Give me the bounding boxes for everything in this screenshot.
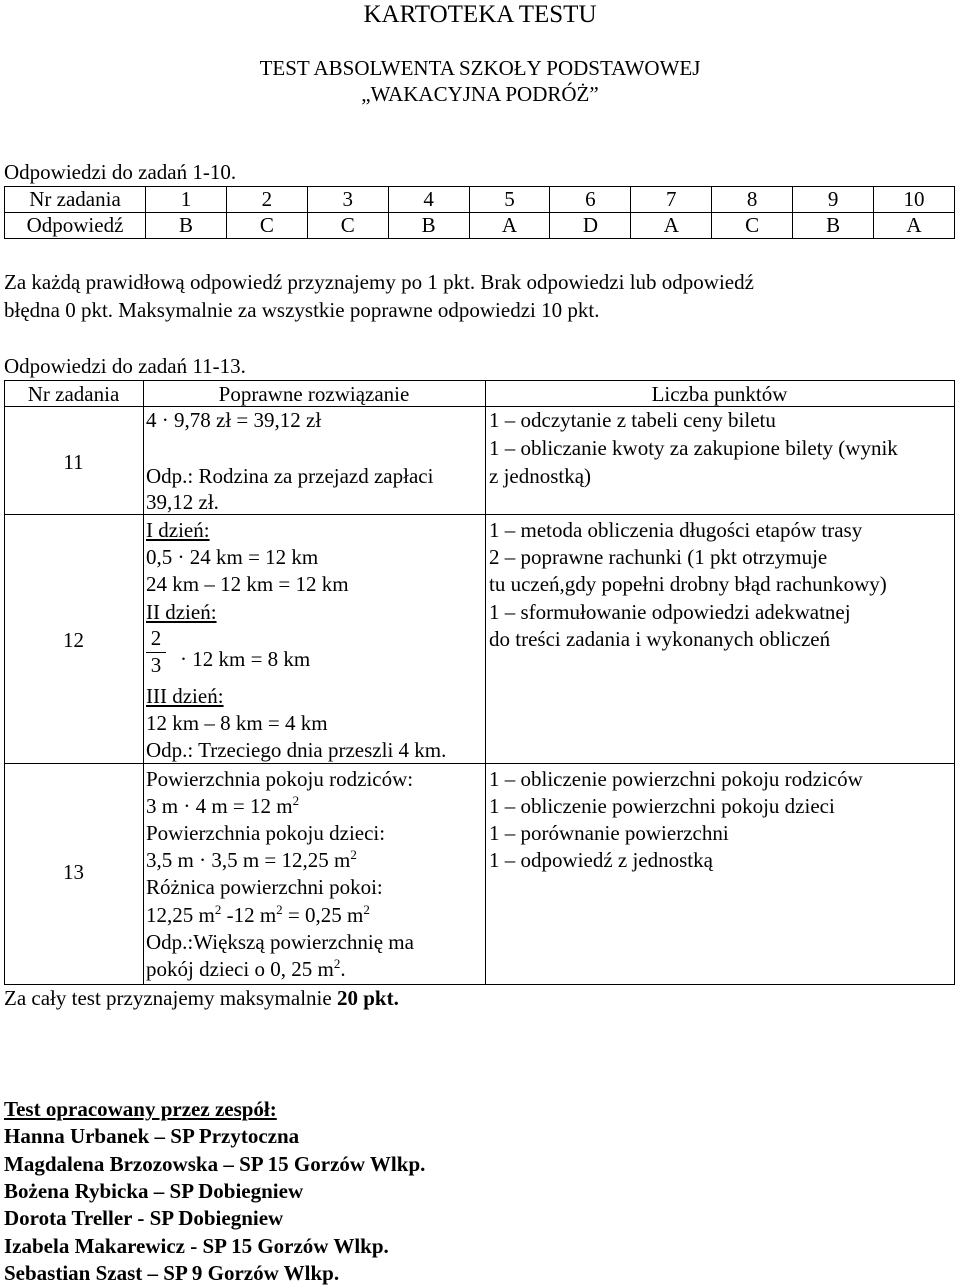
task-12-points-2: 2 – poprawne rachunki (1 pkt otrzymuje (489, 545, 828, 569)
task-12-calc3: · 12 km = 8 km (180, 647, 311, 671)
scoring-note-line1: Za każdą prawidłową odpowiedź przyznajemy po 1 pkt. Brak odpowiedzi lub odpowiedź (4, 270, 754, 294)
scoring-note-line2: błędna 0 pkt. Maksymalnie za wszystkie poprawne odpowiedzi 10 pkt. (4, 298, 600, 322)
task-13-number: 13 (63, 860, 84, 884)
team-heading: Test opracowany przez zespół: (4, 1097, 277, 1121)
answer-cell: A (469, 213, 550, 239)
task-cell: 1 (146, 187, 227, 213)
task-cell: 9 (793, 187, 874, 213)
team-member: Bożena Rybicka – SP Dobiegniew (4, 1179, 304, 1203)
table-border-bottom (4, 984, 955, 985)
answer-cell: B (146, 213, 227, 239)
task-cell: 10 (874, 187, 955, 213)
task-13-points-4: 1 – odpowiedź z jednostką (489, 848, 713, 872)
team-member: Magdalena Brzozowska – SP 15 Gorzów Wlkp. (4, 1152, 426, 1176)
table-row-divider (4, 406, 955, 407)
task-13-points-1: 1 – obliczenie powierzchni pokoju rodziców (489, 767, 863, 791)
task-13-line1: Powierzchnia pokoju rodziców: (146, 767, 414, 791)
task-12-points-4: 1 – sformułowanie odpowiedzi adekwatnej (489, 600, 851, 624)
row-label-task: Nr zadania (5, 187, 146, 213)
task-12-answer: Odp.: Trzeciego dnia przeszli 4 km. (146, 738, 447, 762)
task-12-day2: II dzień: (146, 600, 217, 624)
total-points-note: Za cały test przyznajemy maksymalnie 20 pkt. (4, 986, 399, 1010)
task-12-number: 12 (63, 628, 84, 652)
task-13-line8: pokój dzieci o 0, 25 $m^2$. (146, 956, 346, 981)
answer-cell: B (793, 213, 874, 239)
task-13-line4: 3,5 m · 3,5 m = 12,25 $m^2$ (146, 847, 357, 872)
col-header-solution: Poprawne rozwiązanie (218, 382, 410, 406)
answer-cell: C (307, 213, 388, 239)
table-border-top (4, 380, 955, 381)
task-cell: 6 (550, 187, 631, 213)
answer-cell: D (550, 213, 631, 239)
fraction-two-thirds (146, 628, 166, 676)
task-12-points-5: do treści zadania i wykonanych obliczeń (489, 627, 831, 651)
task-cell: 4 (388, 187, 469, 213)
table-border-right (954, 380, 955, 985)
fraction-denominator: 3 (146, 652, 166, 676)
test-name: TEST ABSOLWENTA SZKOŁY PODSTAWOWEJ (259, 56, 701, 80)
answer-cell: A (874, 213, 955, 239)
fraction-numerator: 2 (150, 626, 162, 650)
section2-heading: Odpowiedzi do zadań 11-13. (4, 354, 246, 378)
task-11-points-3: z jednostką) (489, 464, 592, 488)
answer-cell: B (388, 213, 469, 239)
task-12-calc2: 24 km – 12 km = 12 km (146, 572, 349, 596)
task-13-line6: 12,25 $m^2$ -12 $m^2 = 0,25$ $m^2$ (146, 902, 370, 927)
task-cell: 3 (307, 187, 388, 213)
task-11-answer-cont: 39,12 zł. (146, 490, 219, 514)
table-row-divider (4, 514, 955, 515)
team-member: Hanna Urbanek – SP Przytoczna (4, 1124, 300, 1148)
section1-heading: Odpowiedzi do zadań 1-10. (4, 160, 237, 184)
team-member: Sebastian Szast – SP 9 Gorzów Wlkp. (4, 1261, 340, 1285)
answer-cell: A (631, 213, 712, 239)
task-cell: 7 (631, 187, 712, 213)
task-cell: 5 (469, 187, 550, 213)
task-number-row (5, 187, 955, 213)
task-12-day3: III dzień: (146, 684, 224, 708)
task-13-line7: Odp.:Większą powierzchnię ma (146, 930, 414, 954)
page-title: KARTOTEKA TESTU (363, 1, 597, 28)
team-member: Dorota Treller - SP Dobiegniew (4, 1206, 284, 1230)
row-label-answer: Odpowiedź (5, 213, 146, 239)
answers-table (4, 186, 955, 239)
team-member: Izabela Makarewicz - SP 15 Gorzów Wlkp. (4, 1234, 389, 1258)
task-12-points-3: tu uczeń,gdy popełni drobny błąd rachunkowy) (489, 572, 887, 596)
task-12-day1: I dzień: (146, 518, 210, 542)
task-11-points-2: 1 – obliczanie kwoty za zakupione bilety (wynik (489, 436, 898, 460)
col-header-task: Nr zadania (27, 382, 120, 406)
task-cell: 8 (712, 187, 793, 213)
task-13-points-2: 1 – obliczenie powierzchni pokoju dzieci (489, 794, 835, 818)
task-13-line2: 3 m · 4 m = 12 $m^2$ (146, 793, 300, 818)
answer-row (5, 213, 955, 239)
task-12-calc4: 12 km – 8 km = 4 km (146, 711, 328, 735)
task-11-number: 11 (63, 450, 84, 474)
table-col-divider (143, 380, 144, 985)
total-points-value: 20 pkt. (336, 986, 399, 1010)
task-cell: 2 (226, 187, 307, 213)
task-11-points-1: 1 – odczytanie z tabeli ceny biletu (489, 408, 776, 432)
task-13-line5: Różnica powierzchni pokoi: (146, 875, 383, 899)
task-12-calc1: 0,5 · 24 km = 12 km (146, 545, 319, 569)
test-subtitle: „WAKACYJNA PODRÓŻ” (361, 82, 599, 106)
answer-cell: C (712, 213, 793, 239)
table-col-divider (485, 380, 486, 985)
answer-cell: C (226, 213, 307, 239)
task-12-points-1: 1 – metoda obliczenia długości etapów trasy (489, 518, 863, 542)
task-13-points-3: 1 – porównanie powierzchni (489, 821, 729, 845)
task-13-line3: Powierzchnia pokoju dzieci: (146, 821, 386, 845)
table-row-divider (4, 763, 955, 764)
col-header-points: Liczba punktów (651, 382, 788, 406)
task-11-answer: Odp.: Rodzina za przejazd zapłaci (146, 464, 434, 488)
task-11-calc: 4 · 9,78 zł = 39,12 zł (146, 408, 322, 432)
